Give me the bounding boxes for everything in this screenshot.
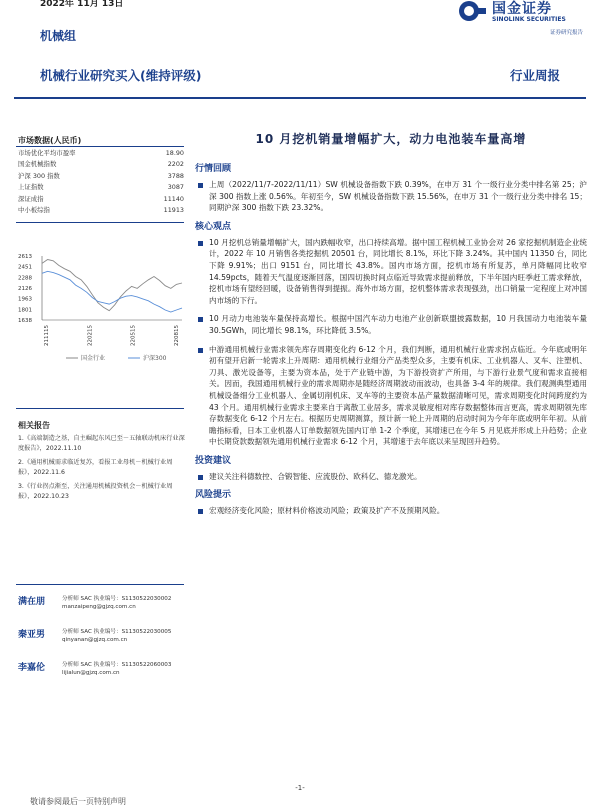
y-tick-label: 1801 [18,307,32,314]
related-report-item[interactable]: 2.《通用机械需求临近复苏，看报工业母机－机械行业周报》，2022.11.6 [18,458,173,477]
y-tick-label: 2451 [18,264,32,271]
analyst-email[interactable]: qinyanan@gjzq.com.cn [62,637,128,643]
sidebar-divider [16,408,184,409]
page-number: -1- [295,784,305,792]
related-report-item[interactable]: 1.《高端制造之基，自主崛起东风已至－五轴联动机床行业深度报告》，2022.11.10 [18,435,185,453]
market-row: 上证指数 3087 [18,183,184,192]
section-title-invest: 投资建议 [195,455,232,466]
y-tick-label: 2288 [18,275,32,282]
analyst-email[interactable]: lijialun@gjzq.com.cn [62,670,120,676]
rating-line: 机械行业研究买入(维持评级) [40,68,202,83]
related-report-item[interactable]: 3.《行业拐点渐至，关注通用机械投资机会－机械行业周报》，2022.10.23 [18,482,173,501]
market-row: 中小板综指 11913 [18,205,184,214]
core-point: 10 月动力电池装车量保持高增长。根据中国汽车动力电池产业创新联盟披露数据，10 月我国动力电池装车量 30.5GWh，同比增长 98.1%，环比降低 3.5%。 [195,313,587,336]
analyst-card [18,658,186,688]
sidebar-divider [16,584,184,585]
x-tick-label: 211115 [44,325,50,346]
market-row: 市场优化平均市盈率 18.90 [18,149,184,157]
logo-subtitle: 证券研究报告 [550,30,584,36]
y-tick-label: 1638 [18,318,32,324]
review-paragraph: 上周（2022/11/7-2022/11/11）SW 机械设备指数下跌 0.39%，在申万 31 个一级行业分类中排名第 25；沪深 300 指数上涨 0.56%。年初至今，SW 机械设备指数下跌 15.56%，在申万 31 个一级行业分类中排名 15；同期沪深 300 指数下跌 23.32%。 [195,179,587,214]
analyst-name: 满在朋 [18,597,46,607]
y-tick-label: 1963 [18,296,32,303]
logo-mark-icon [458,0,488,22]
industry-group: 机械组 [40,29,77,43]
company-logo [458,0,588,36]
section-title-risk: 风险提示 [195,490,232,501]
invest-paragraph: 建议关注科德数控、合锻智能、应流股份、欧科亿、德龙激光。 [195,471,587,483]
x-tick-label: 220215 [87,325,94,346]
report-date: 2022年 11月 13日 [40,0,124,9]
analyst-list [18,592,186,691]
market-row: 深证成指 11140 [18,194,184,203]
y-tick-label: 2126 [18,286,32,292]
analyst-cert: 分析师 SAC 执业编号：S1130522030002 [62,596,172,602]
analyst-cert: 分析师 SAC 执业编号：S1130522060003 [62,662,172,668]
analyst-cert: 分析师 SAC 执业编号：S1130522030005 [62,629,172,635]
logo-name-en: SINOLINK SECURITIES [492,16,566,23]
analyst-email[interactable]: manzaipeng@gjzq.com.cn [62,604,136,610]
market-row: 国金机械指数 2202 [18,160,184,169]
section-title-review: 行情回顾 [195,164,232,174]
related-reports-list [18,434,186,505]
series-line [42,271,182,312]
logo-name-cn: 国金证券 [492,1,552,17]
x-tick-label: 220515 [130,325,137,346]
footer-disclaimer: 敬请参阅最后一页特别声明 [30,797,126,806]
index-trend-chart [16,250,186,370]
related-reports-title: 相关报告 [18,421,50,430]
x-tick-label: 220815 [174,325,180,346]
header-divider [14,97,586,99]
main-content [195,130,587,521]
analyst-card [18,592,186,622]
analyst-name: 李嘉伦 [18,663,46,673]
page-title: 10 月挖机销量增幅扩大，动力电池装车量高增 [255,132,527,146]
sidebar-divider [16,146,184,147]
core-point: 10 月挖机总销量增幅扩大，国内跌幅收窄，出口持续高增。据中国工程机械工业协会对 26 家挖掘机制造企业统计，2022 年 10 月销售各类挖掘机 20501 台，同比增长 8.1%，环比下降 3.24%。其中国内 11350 台，同比下降 9.91%；出口 9151 台，同比增长 43.8%。国内市场方面，挖机市场有所复苏，单月降幅同比收窄 14.59pcts，随着天气温度逐渐回落，国四切换时间点临近导致需求提前释放，下半年国内旺季赶工需求释放，挖机市场有望经回暖，设备销售得到提振。海外市场方面，挖机整体需求表现强劲，出口销量一定程度上对冲国内市场的下行。 [195,237,587,307]
y-tick-label: 2613 [18,254,32,260]
legend-label: 沪深300 [143,355,167,362]
core-point: 中游通用机械行业需求领先库存周期变化约 6-12 个月，我们判断，通用机械行业需求拐点临近。今年底或明年初有望开启新一轮需求上升周期：通用机械行业细分产品类型众多，主要有机床、工业机器人、叉车、注塑机、刀具、激光设备等，主要为资本品，处于产业链中游，为下游投资扩产所用，与下游行业景气度和需求直接相关。因而，我国通用机械行业的需求周期亦是随经济周期波动而波动，也具备 3-4 年的规律。我们观测典型通用机械设备细分工业机器人、金属切削机床、叉车等的主要资本品产量数据清晰可见，需求周期变化时间跨度约为 43 个月。通用机械行业需求主要来自于离散工业居多，需求灵敏度相对库存数据整体而言更高，需求周期领先库存数据变化 6-12 个月左右。根据历史周期测算，预计新一轮上升周期的启动时间为今年年底或明年年初。从前瞻指标看，日本工业机器人订单数据领先国内订单 1-2 个季度，其增速已在今年 5 月见底并形成上升趋势；企业中长期贷款数据领先通用机械行业需求 6-12 个月，其增速于去年底以来呈现回升趋势。 [195,344,587,448]
analyst-card [18,625,186,655]
market-data-title: 市场数据(人民币) [18,136,82,145]
risk-paragraph: 宏观经济变化风险；原材料价格波动风险；政策及扩产不及预期风险。 [195,505,587,517]
report-type: 行业周报 [509,68,560,83]
legend-label: 国金行业 [81,355,106,362]
market-row: 沪深 300 指数 3788 [18,171,184,180]
analyst-name: 秦亚男 [18,630,46,640]
market-data-table [18,148,184,216]
sidebar-divider [16,222,184,223]
section-title-core: 核心观点 [195,221,232,232]
